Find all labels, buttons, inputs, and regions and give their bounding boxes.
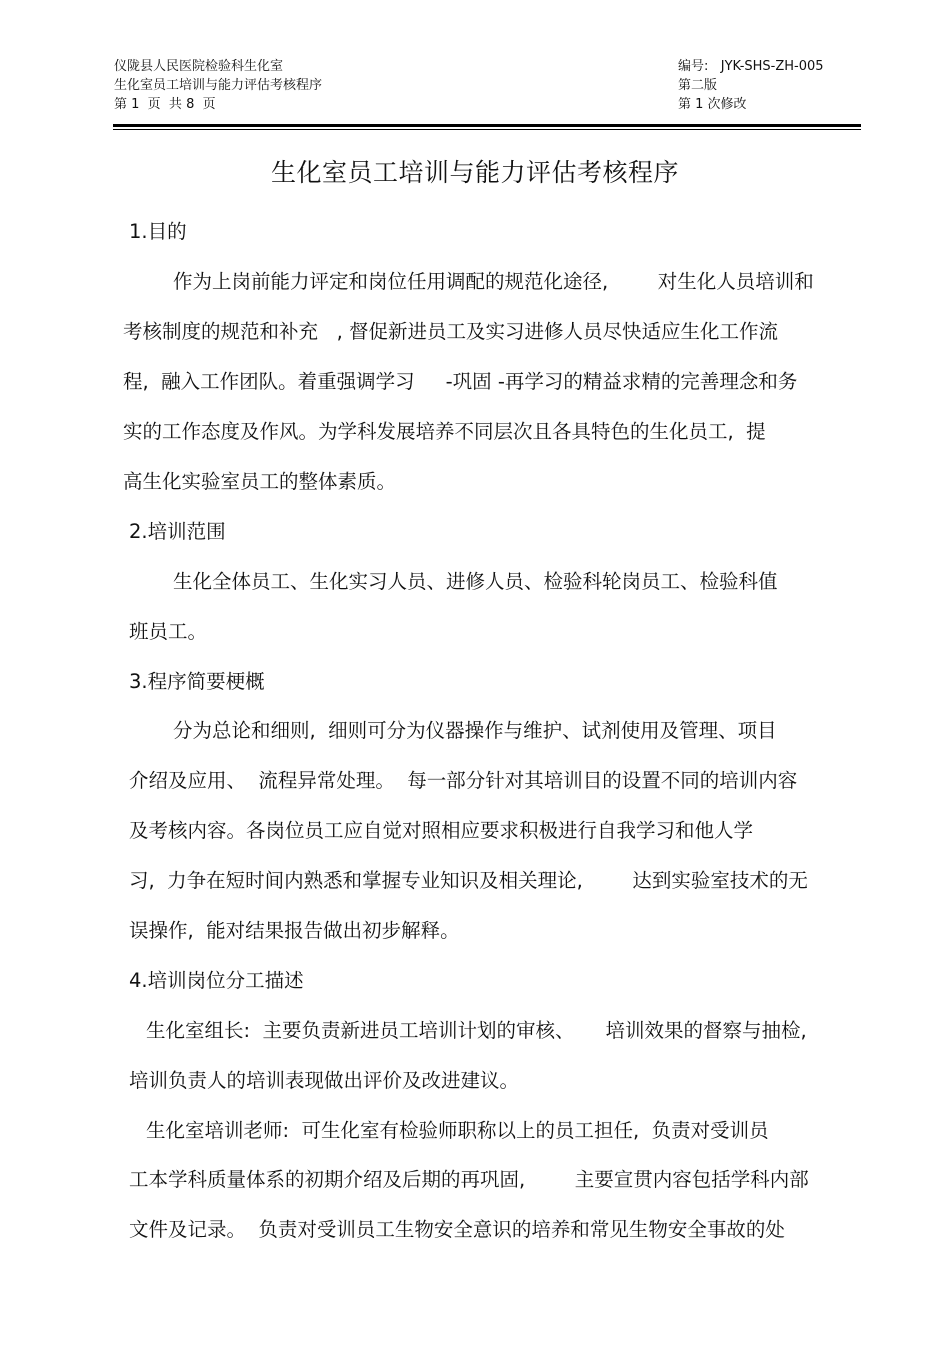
- body-line: 作为上岗前能力评定和岗位任用调配的规范化途径, 对生化人员培训和: [173, 270, 814, 293]
- header-document-code: 编号: JYK-SHS-ZH-005: [678, 59, 824, 74]
- document-title: 生化室员工培训与能力评估考核程序: [270, 158, 679, 187]
- body-line: 高生化实验室员工的整体素质。: [123, 470, 397, 493]
- body-line: 考核制度的规范和补充 , 督促新进员工及实习进修人员尽快适应生化工作流: [123, 320, 778, 343]
- body-line: 分为总论和细则, 细则可分为仪器操作与维护、试剂使用及管理、项目: [173, 719, 777, 742]
- header-divider-thin: [113, 129, 861, 130]
- body-line: 培训负责人的培训表现做出评价及改进建议。: [129, 1069, 520, 1092]
- section-heading-overview: 3.程序简要梗概: [129, 670, 265, 693]
- body-line: 工本学科质量体系的初期介绍及后期的再巩固, 主要宣贯内容包括学科内部: [129, 1168, 809, 1191]
- document-header-left: [114, 57, 322, 114]
- header-edition: 第二版: [678, 78, 718, 93]
- body-line: 生化全体员工、生化实习人员、进修人员、检验科轮岗员工、检验科值: [173, 570, 778, 593]
- body-line: 文件及记录。 负责对受训员工生物安全意识的培养和常见生物安全事故的处: [129, 1218, 785, 1241]
- section-heading-roles: 4.培训岗位分工描述: [129, 969, 304, 992]
- body-line: 生化室组长: 主要负责新进员工培训计划的审核、 培训效果的督察与抽检,: [146, 1019, 807, 1042]
- body-line: 误操作, 能对结果报告做出初步解释。: [129, 919, 460, 942]
- body-line: 实的工作态度及作风。为学科发展培养不同层次且各具特色的生化员工, 提: [123, 420, 766, 443]
- header-document-name: 生化室员工培训与能力评估考核程序: [114, 78, 323, 93]
- document-header-right: [678, 57, 824, 114]
- body-line: 及考核内容。各岗位员工应自觉对照相应要求积极进行自我学习和他人学: [129, 819, 754, 842]
- body-line: 介绍及应用、 流程异常处理。 每一部分针对其培训目的设置不同的培训内容: [129, 769, 798, 792]
- body-line: 班员工。: [129, 620, 208, 643]
- body-line: 生化室培训老师: 可生化室有检验师职称以上的员工担任, 负责对受训员: [146, 1119, 769, 1142]
- header-revision: 第 1 次修改: [678, 97, 747, 112]
- header-divider-thick: [113, 124, 861, 127]
- header-hospital-unit: 仪陇县人民医院检验科生化室: [114, 59, 284, 74]
- body-line: 程, 融入工作团队。着重强调学习 -巩固 -再学习的精益求精的完善理念和务: [123, 370, 798, 393]
- body-line: 习, 力争在短时间内熟悉和掌握专业知识及相关理论, 达到实验室技术的无: [129, 869, 808, 892]
- section-heading-purpose: 1.目的: [129, 220, 187, 243]
- header-page-number: 第 1 页 共 8 页: [114, 97, 216, 112]
- section-heading-scope: 2.培训范围: [129, 520, 226, 543]
